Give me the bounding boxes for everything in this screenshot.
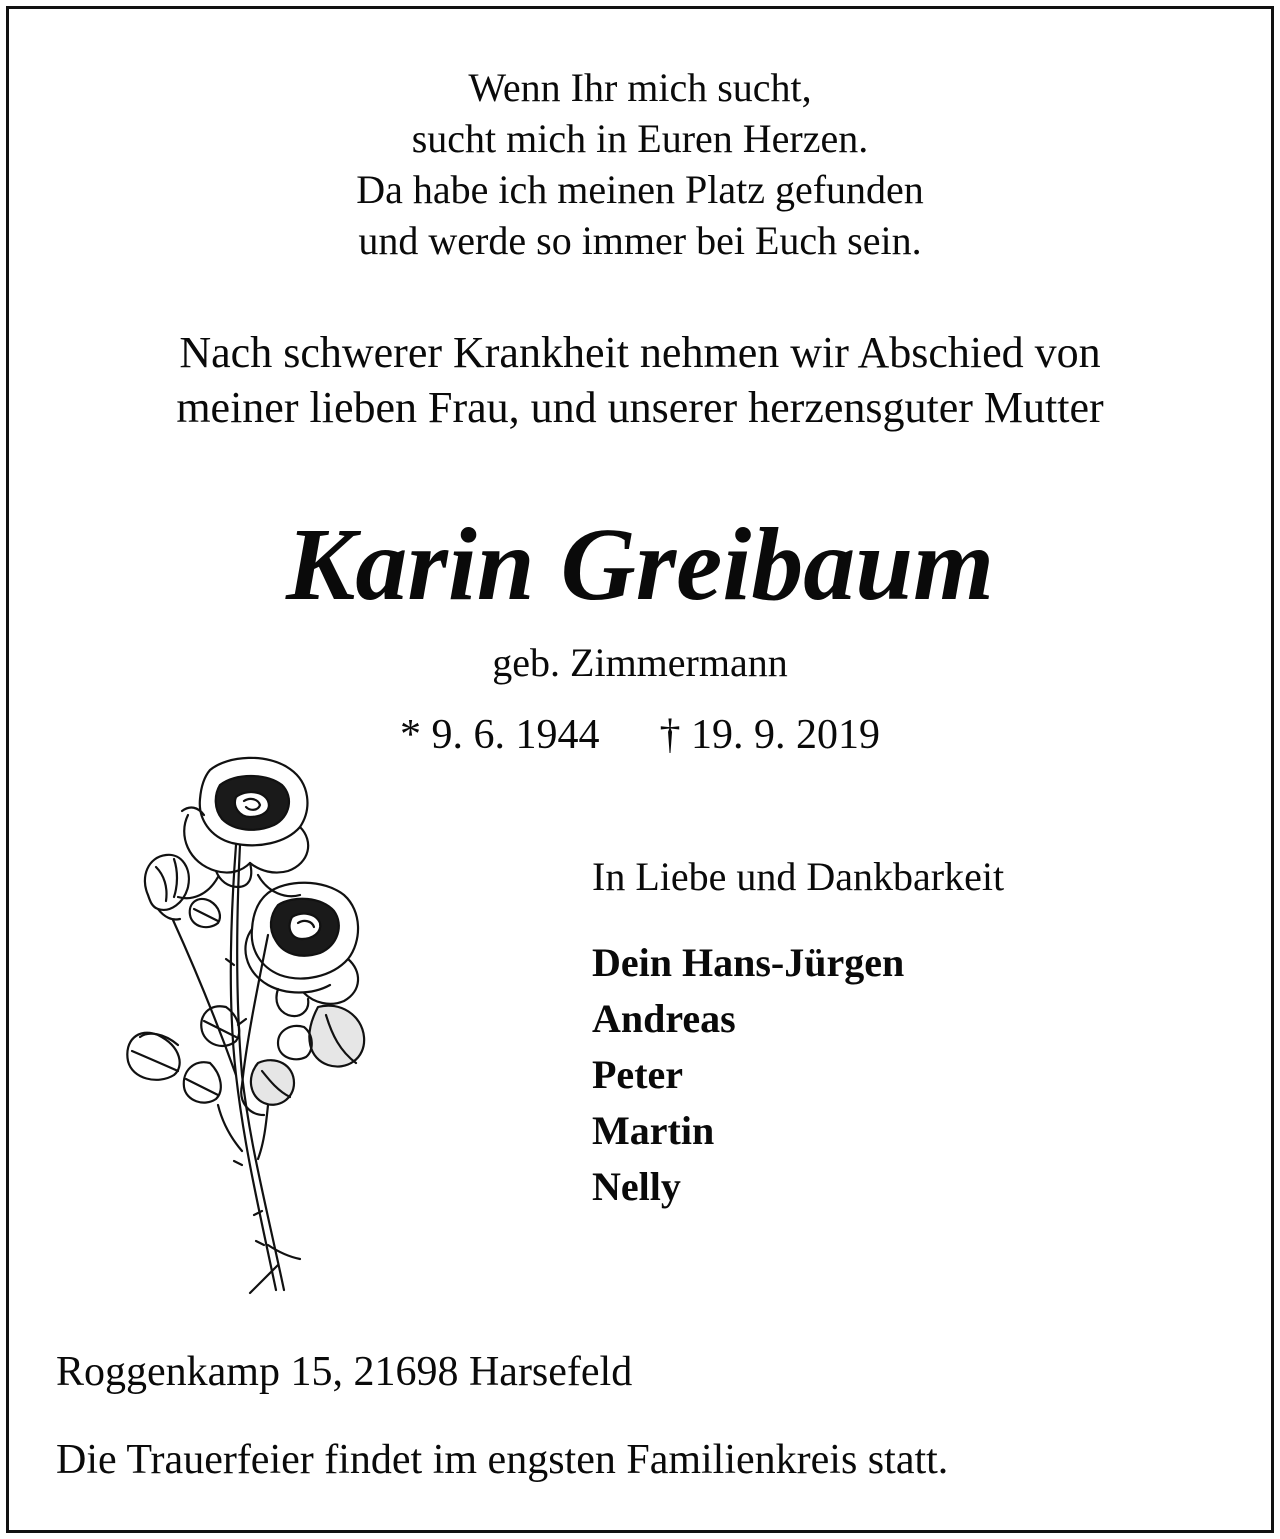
poem-line: Wenn Ihr mich sucht, [468, 65, 812, 110]
death-date: † 19. 9. 2019 [659, 712, 880, 758]
birth-date: * 9. 6. 1944 [400, 712, 600, 758]
intro-line: Nach schwerer Krankheit nehmen wir Abschied von [179, 328, 1101, 377]
mourner-name: Peter [592, 1052, 684, 1097]
mourner-name: Andreas [592, 996, 736, 1041]
family-address: Roggenkamp 15, 21698 Harsefeld [56, 1349, 633, 1395]
mourners-list [592, 935, 904, 1215]
poem [0, 62, 1280, 266]
rose-drawing-icon [118, 745, 378, 1305]
poem-line: Da habe ich meinen Platz gefunden [356, 167, 924, 212]
mourners-intro: In Liebe und Dankbarkeit [592, 854, 1005, 899]
mourner-name: Martin [592, 1108, 715, 1153]
maiden-name: geb. Zimmermann [492, 640, 788, 685]
deceased-name: Karin Greibaum [286, 507, 994, 622]
farewell-intro [0, 325, 1280, 435]
poem-line: und werde so immer bei Euch sein. [358, 218, 922, 263]
intro-line: meiner lieben Frau, und unserer herzensguter Mutter [176, 383, 1104, 432]
poem-line: sucht mich in Euren Herzen. [411, 116, 869, 161]
mourner-name: Nelly [592, 1164, 681, 1209]
funeral-note: Die Trauerfeier findet im engsten Familienkreis statt. [56, 1437, 949, 1483]
mourner-name: Dein Hans-Jürgen [592, 940, 905, 985]
